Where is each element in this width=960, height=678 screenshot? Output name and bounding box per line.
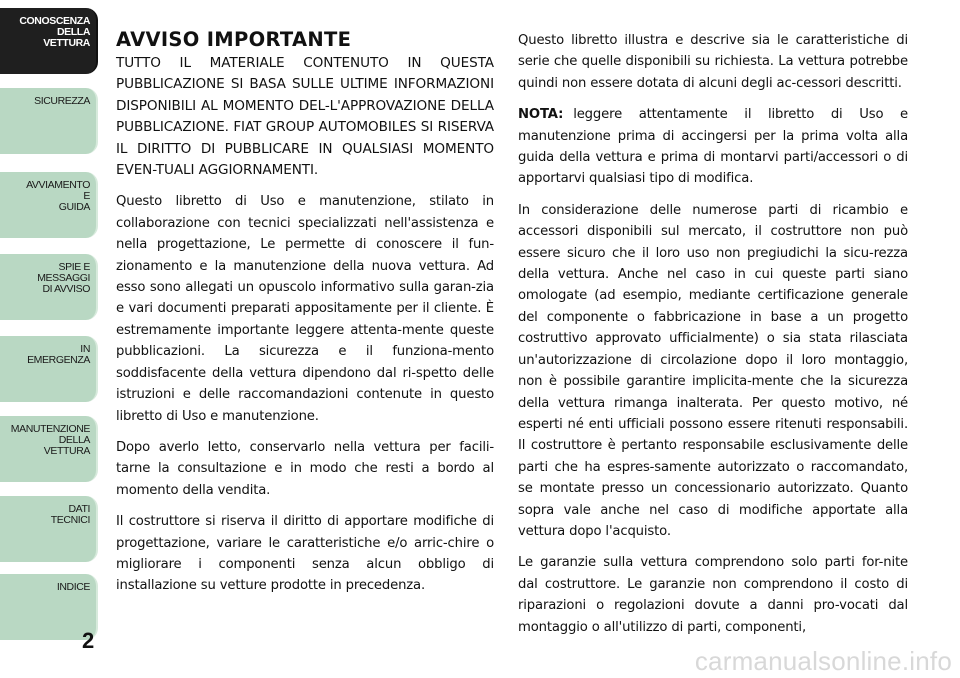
tab-spie-e-messaggi[interactable]: SPIE E MESSAGGI DI AVVISO: [0, 254, 98, 320]
nota-paragraph: [518, 104, 908, 190]
paragraph: In considerazione delle numerose parti di ricambio e accessori disponibili sul mercato, il costruttore non può essere sicuro che il loro uso non pregiudichi la sicu-rezza della vettura. Anche nel caso in cui queste parti siano omologate (ad esempio, mediante certificazione generale del componente o fabbricazione in base a un progetto costruttivo approvato ufficialmente) o sia stata rilasciata un'autorizzazione di circolazione dopo il loro montaggio, non è possibile garantire implicita-mente che la sicurezza della vettura rimanga inalterata. Per questo motivo, né esperti né enti ufficiali possono essere ritenuti responsabili. Il costruttore è pertanto responsabile esclusivamente delle parti che ha espres-samente autorizzato o raccomandato, se montate presso un concessionario autorizzato. Quanto sopra vale anche nel caso di modifiche apportate alla vettura dopo l'acquisto.: [518, 202, 908, 539]
paragraph: Questo libretto di Uso e manutenzione, stilato in collaborazione con tecnici specializzati nell'assistenza e nella progettazione, Le permette di conoscere il fun-zionamento e la manutenzione della nuova vettura. Ad esso sono allegati un opuscolo informativo sulla garan-zia e vari documenti preparati appositamente per il cliente. È estremamente importante leggere attenta-mente queste pubblicazioni. La sicurezza e il funziona-mento soddisfacente della vettura dipendono dal ri-spetto delle istruzioni e delle raccomandazioni contenute in questo libretto di Uso e manutenzione.: [116, 194, 494, 424]
page-number: 2: [82, 628, 95, 653]
paragraph: Questo libretto illustra e descrive sia le caratteristiche di serie che quelle disponibili su richiesta. La vettura potrebbe quindi non essere dotata di alcuni degli ac-cessori descritti.: [518, 33, 908, 91]
tab-avviamento-e-guida[interactable]: AVVIAMENTO E GUIDA: [0, 172, 98, 238]
page-title: AVVISO IMPORTANTE: [116, 28, 352, 51]
paragraph: Dopo averlo letto, conservarlo nella vettura per facili-tarne la consultazione e in modo che resti a bordo al momento della vendita.: [116, 439, 494, 498]
watermark: carmanualsonline.info: [694, 646, 952, 676]
tab-in-emergenza[interactable]: IN EMERGENZA: [0, 336, 98, 402]
paragraph: Il costruttore si riserva il diritto di apportare modifiche di progettazione, variare le caratteristiche e/o arric-chire o migliorare i componenti senza alcun obbligo di installazione su vetture prodotte in precedenza.: [116, 514, 494, 594]
nota-text: leggere attentamente il libretto di Uso e manutenzione prima di accingersi per la prima volta alla guida della vettura e prima di montarvi parti/accessori o di apportarvi qualsiasi tipo di modifica.: [518, 107, 908, 187]
tab-conoscenza-della-vettura[interactable]: CONOSCENZA DELLA VETTURA: [0, 8, 98, 74]
paragraph: Le garanzie sulla vettura comprendono solo parti for-nite dal costruttore. Le garanzie non comprendono il costo di riparazioni o regolazioni dovute a danni pro-vocati dal montaggio o all'utilizzo di parti, componenti,: [518, 555, 908, 635]
important-notice: TUTTO IL MATERIALE CONTENUTO IN QUESTA PUBBLICAZIONE SI BASA SULLE ULTIME INFORMAZIONI DISPONIBILI AL MOMENTO DEL-L'APPROVAZIONE DELLA PUBBLICAZIONE. FIAT GROUP AUTOMOBILES SI RISERVA IL DIRITTO DI PUBBLICARE IN QUALSIASI MOMENTO EVEN-TUALI AGGIORNAMENTI.: [116, 55, 494, 179]
left-column: [116, 30, 494, 607]
tab-manutenzione-della-vettura[interactable]: MANUTENZIONE DELLA VETTURA: [0, 416, 98, 482]
tab-dati-tecnici[interactable]: DATI TECNICI: [0, 496, 98, 562]
tab-indice[interactable]: INDICE: [0, 574, 98, 640]
right-column: [518, 30, 908, 648]
tab-sicurezza[interactable]: SICUREZZA: [0, 88, 98, 154]
nota-label: NOTA:: [518, 107, 564, 123]
